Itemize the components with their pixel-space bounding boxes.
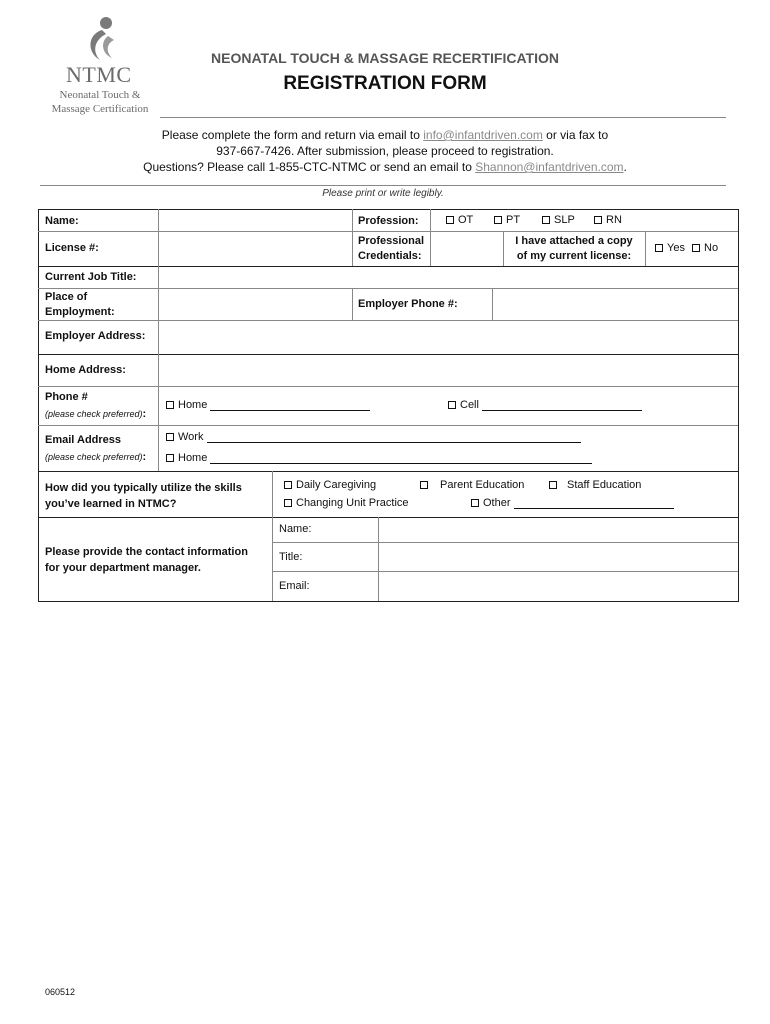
license-no-option[interactable] [692, 242, 718, 254]
credentials-label-line2: Credentials: [358, 250, 422, 262]
profession-rn-label: RN [606, 214, 622, 226]
grid-line [38, 231, 738, 232]
email-work-line[interactable] [207, 432, 581, 443]
intro-line3-b: . [623, 160, 627, 174]
skill-changing-unit-option[interactable] [284, 497, 409, 509]
manager-email-label: Email: [279, 580, 310, 592]
skills-question-line2: you’ve learned in NTMC? [45, 498, 177, 510]
home-address-label: Home Address: [45, 364, 126, 376]
manager-title-field[interactable] [380, 544, 736, 570]
employer-address-label: Employer Address: [45, 330, 146, 342]
license-label: License #: [45, 242, 99, 254]
grid-line [38, 471, 738, 472]
logo-subtitle-line1: Neonatal Touch & [59, 89, 141, 101]
email-hint-colon: : [142, 451, 147, 463]
email-work-label: Work [178, 431, 204, 443]
profession-ot-label: OT [458, 214, 474, 226]
place-label-line1: Place of [45, 291, 88, 303]
phone-home-label: Home [178, 399, 208, 411]
intro-text [110, 127, 660, 175]
grid-line [645, 231, 646, 266]
employer-phone-field[interactable] [494, 290, 736, 319]
skills-question-line1: How did you typically utilize the skills [45, 482, 242, 494]
checkbox-icon[interactable] [166, 401, 174, 409]
shannon-email-link[interactable]: Shannon@infantdriven.com [475, 160, 624, 174]
skills-question-label [45, 480, 242, 512]
checkbox-icon[interactable] [494, 216, 502, 224]
manager-contact-line2: for your department manager. [45, 562, 201, 574]
form-code: 060512 [45, 987, 76, 997]
name-label: Name: [45, 215, 79, 227]
grid-line [38, 354, 738, 355]
checkbox-icon[interactable] [471, 499, 479, 507]
checkbox-icon[interactable] [692, 244, 700, 252]
page-title: NEONATAL TOUCH & MASSAGE RECERTIFICATION [211, 50, 559, 66]
email-work-option[interactable] [166, 431, 581, 443]
skill-other-label: Other [483, 497, 511, 509]
profession-ot-option[interactable] [446, 214, 473, 226]
employer-address-field[interactable] [160, 322, 736, 353]
phone-cell-option[interactable] [448, 399, 642, 411]
skill-changing-unit-label: Changing Unit Practice [296, 497, 409, 509]
checkbox-icon[interactable] [549, 481, 557, 489]
manager-contact-line1: Please provide the contact information [45, 546, 248, 558]
profession-pt-option[interactable] [494, 214, 520, 226]
grid-line [492, 288, 493, 320]
checkbox-icon[interactable] [284, 499, 292, 507]
email-home-option[interactable] [166, 452, 592, 464]
checkbox-icon[interactable] [542, 216, 550, 224]
checkbox-icon[interactable] [448, 401, 456, 409]
grid-line [38, 517, 738, 518]
header-divider [160, 117, 726, 118]
grid-line [378, 517, 379, 601]
license-field[interactable] [160, 233, 350, 265]
phone-label: Phone # [45, 391, 88, 403]
job-title-field[interactable] [160, 268, 736, 287]
phone-hint [45, 408, 146, 420]
credentials-field[interactable] [432, 233, 502, 265]
phone-hint-colon: : [142, 408, 147, 420]
manager-email-field[interactable] [380, 573, 736, 600]
ntmc-swirl-icon [84, 16, 118, 62]
logo-subtitle [40, 88, 160, 116]
skill-parent-education-label: Parent Education [440, 479, 525, 491]
grid-line [503, 231, 504, 266]
home-address-field[interactable] [160, 356, 736, 385]
phone-cell-line[interactable] [482, 400, 642, 411]
skill-other-option[interactable] [471, 497, 674, 509]
credentials-label [358, 234, 424, 264]
intro-line3-a: Questions? Please call 1-855-CTC-NTMC or send an email to [143, 160, 476, 174]
checkbox-icon[interactable] [655, 244, 663, 252]
logo-name: NTMC [66, 62, 132, 87]
manager-contact-label [45, 544, 248, 576]
intro-line2: 937-667-7426. After submission, please proceed to registration. [216, 144, 554, 158]
license-attached-line1: I have attached a copy [515, 235, 633, 247]
email-home-label: Home [178, 452, 208, 464]
grid-line [272, 542, 738, 543]
logo-subtitle-line2: Massage Certification [51, 103, 149, 115]
skill-daily-caregiving-label: Daily Caregiving [296, 479, 377, 491]
skill-parent-education-option[interactable] [420, 479, 524, 491]
info-email-link[interactable]: info@infantdriven.com [423, 128, 543, 142]
checkbox-icon[interactable] [166, 433, 174, 441]
license-no-label: No [704, 242, 719, 254]
license-attached-label [505, 234, 643, 264]
intro-line1-a: Please complete the form and return via email to [161, 128, 424, 142]
grid-line [430, 209, 431, 266]
checkbox-icon[interactable] [166, 454, 174, 462]
grid-line [738, 209, 739, 602]
grid-line [352, 288, 353, 320]
license-yes-option[interactable] [655, 242, 685, 254]
grid-line [272, 571, 738, 572]
skill-staff-education-label: Staff Education [567, 479, 642, 491]
grid-line [38, 320, 738, 321]
phone-home-line[interactable] [210, 400, 370, 411]
skill-other-line[interactable] [514, 498, 674, 509]
grid-line [158, 209, 159, 471]
email-hint-text: (please check preferred) [45, 452, 143, 462]
phone-home-option[interactable] [166, 399, 370, 411]
phone-cell-label: Cell [460, 399, 479, 411]
grid-line [38, 209, 39, 602]
profession-rn-option[interactable] [594, 214, 622, 226]
email-home-line[interactable] [210, 453, 592, 464]
profession-pt-label: PT [506, 214, 521, 226]
profession-label: Profession: [358, 215, 419, 227]
place-label-line2: Employment: [45, 306, 115, 318]
checkbox-icon[interactable] [284, 481, 292, 489]
skill-daily-caregiving-option[interactable] [284, 479, 376, 491]
grid-line [352, 209, 353, 266]
license-attached-line2: of my current license: [516, 250, 632, 262]
job-title-label: Current Job Title: [45, 271, 137, 283]
email-label: Email Address [45, 434, 122, 446]
checkbox-icon[interactable] [420, 481, 428, 489]
print-legibly-note: Please print or write legibly. [322, 188, 444, 199]
phone-hint-text: (please check preferred) [45, 409, 143, 419]
credentials-label-line1: Professional [358, 235, 425, 247]
grid-line [38, 266, 738, 267]
email-hint [45, 451, 146, 463]
place-of-employment-label [45, 290, 115, 320]
manager-name-label: Name: [279, 523, 312, 535]
employer-phone-label: Employer Phone #: [358, 298, 458, 310]
license-yes-label: Yes [667, 242, 685, 254]
grid-line [38, 386, 738, 387]
grid-line [38, 425, 738, 426]
intro-line1-b: or via fax to [542, 128, 609, 142]
place-of-employment-field[interactable] [160, 290, 350, 319]
checkbox-icon[interactable] [446, 216, 454, 224]
manager-title-label: Title: [279, 551, 303, 563]
name-field[interactable] [160, 211, 350, 230]
skill-staff-education-option[interactable] [549, 479, 641, 491]
grid-line [38, 288, 738, 289]
intro-divider [40, 185, 726, 186]
profession-slp-option[interactable] [542, 214, 575, 226]
page-subtitle: REGISTRATION FORM [283, 73, 487, 94]
profession-slp-label: SLP [554, 214, 575, 226]
grid-line [38, 209, 738, 210]
checkbox-icon[interactable] [594, 216, 602, 224]
grid-line [272, 471, 273, 601]
manager-name-field[interactable] [380, 519, 736, 541]
grid-line [38, 601, 739, 602]
